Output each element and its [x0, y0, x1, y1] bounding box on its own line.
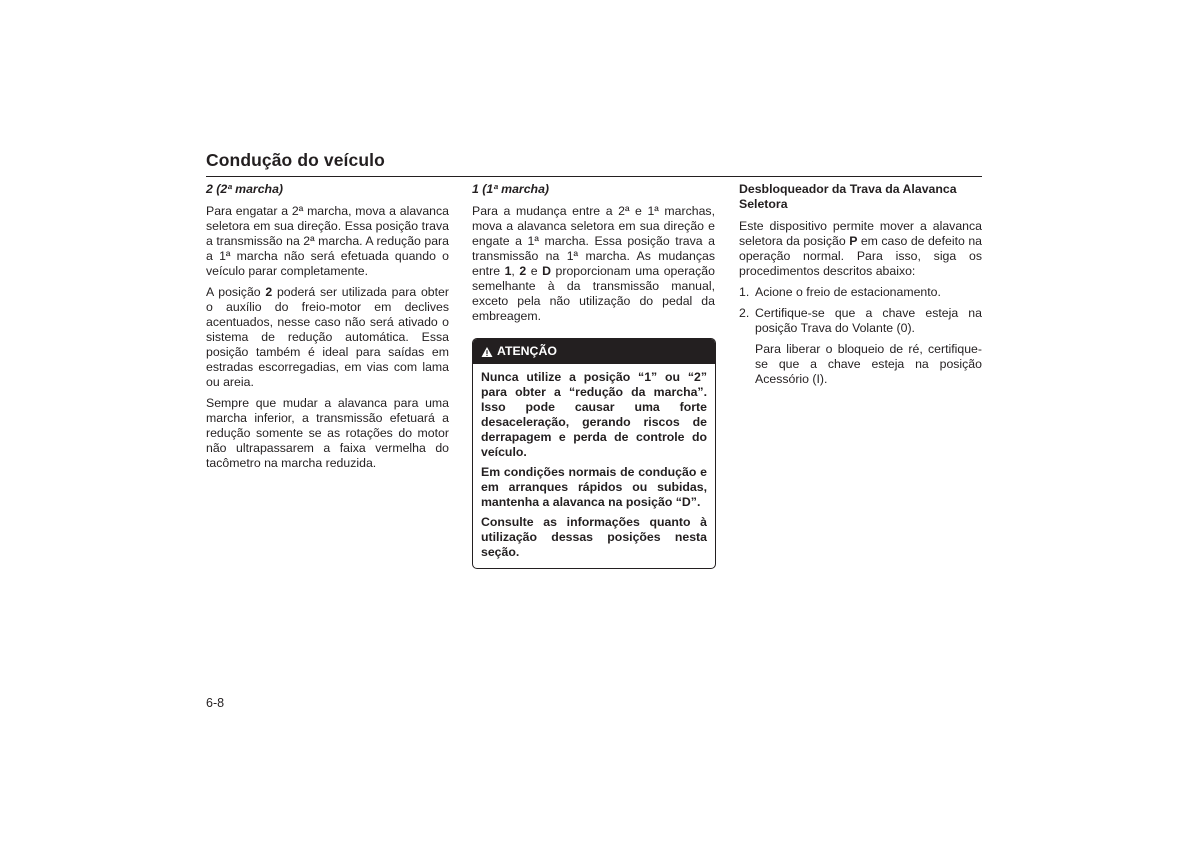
text-run: e	[526, 264, 543, 278]
bold-text: 2	[519, 264, 527, 278]
text-run: ,	[511, 264, 520, 278]
warning-paragraph: Consulte as informações quanto à utilização dessas posições nesta seção.	[481, 515, 707, 559]
column-right	[739, 182, 982, 393]
page-number: 6-8	[206, 696, 225, 710]
text-run: em caso de defeito na operação normal. Para isso, siga os procedimentos descritos abaixo:	[739, 234, 983, 278]
section-heading-1st-gear: 1 (1ª marcha)	[472, 182, 549, 196]
list-text: Acione o freio de estacionamento.	[755, 285, 941, 299]
list-item	[739, 306, 982, 336]
warning-triangle-icon	[481, 346, 493, 358]
note-paragraph: Para liberar o bloqueio de ré, certifique-se que a chave esteja na posição Acessório (I).	[755, 342, 982, 386]
warning-paragraph: Nunca utilize a posição “1” ou “2” para obter a “redução da marcha”. Isso pode causar uma forte desaceleração, gerando riscos de derrapagem e perda de controle do veículo.	[481, 370, 707, 459]
warning-title: ATENÇÃO	[497, 344, 557, 358]
text-run: poderá ser utilizada para obter o auxílio do freio-motor em declives acentuados, nesse caso não será ativado o sistema de redução automática. Essa posição também é ideal para saídas em estradas escorregadias, em vias com lama ou areia.	[206, 285, 449, 389]
column-middle	[472, 182, 715, 569]
bold-text: 2	[265, 285, 273, 299]
warning-box	[472, 338, 716, 569]
text-run: Para a mudança entre a 2ª e 1ª marchas, mova a alavanca seletora em sua direção e engate a 1ª marcha. Essa posição trava a transmissão na 1ª marcha. As mudanças entre	[472, 204, 715, 278]
paragraph: Sempre que mudar a alavanca para uma marcha inferior, a transmissão efetuará a redução somente se as rotações do motor não ultrapassarem a faixa vermelha do tacômetro na marcha reduzida.	[206, 396, 449, 470]
bold-text: P	[849, 234, 858, 248]
bold-text: 1	[504, 264, 512, 278]
paragraph	[472, 204, 715, 324]
paragraph: Para engatar a 2ª marcha, mova a alavanca seletora em sua direção. Essa posição trava a transmissão na 2ª marcha. A redução para a 1ª marcha não será efetuada quando o veículo parar completamente.	[206, 204, 449, 278]
section-heading-2nd-gear: 2 (2ª marcha)	[206, 182, 283, 196]
warning-body	[473, 364, 715, 568]
list-number: 1.	[739, 285, 750, 299]
paragraph	[206, 285, 449, 390]
section-heading-lock-release: Desbloqueador da Trava da Alavanca Seletora	[739, 182, 957, 211]
column-left	[206, 182, 449, 477]
list-text: Certifique-se que a chave esteja na posição Trava do Volante (0).	[755, 306, 982, 335]
text-run: Este dispositivo permite mover a alavanca seletora da posição	[739, 219, 982, 248]
list-item	[739, 285, 982, 300]
bold-text: D	[542, 264, 551, 278]
warning-paragraph: Em condições normais de condução e em arranques rápidos ou subidas, mantenha a alavanca na posição “D”.	[481, 465, 707, 509]
paragraph	[739, 219, 982, 279]
warning-header	[473, 339, 715, 364]
text-run: proporcionam uma operação semelhante à da transmissão manual, exceto pela não utilização do pedal da embreagem.	[472, 264, 715, 323]
page-header	[206, 150, 982, 177]
text-run: A posição	[206, 285, 266, 299]
page-title: Condução do veículo	[206, 150, 385, 170]
list-number: 2.	[739, 306, 750, 320]
